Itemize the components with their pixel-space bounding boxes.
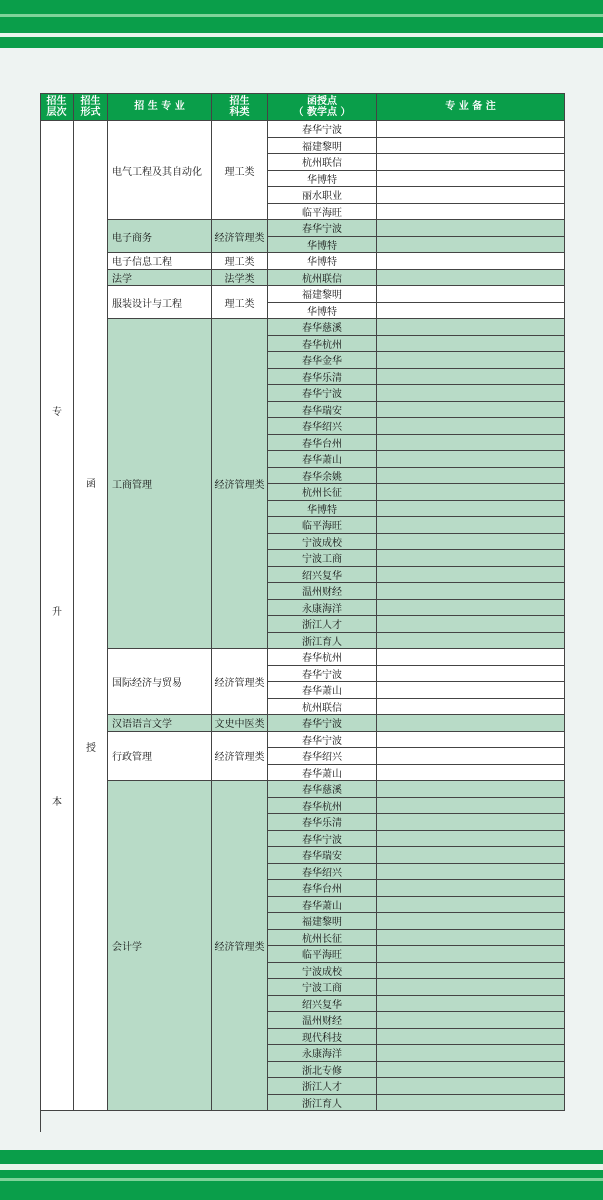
note-cell	[377, 352, 565, 369]
teaching-point: 永康海洋	[268, 600, 377, 617]
header-level: 招生 层次	[40, 93, 74, 121]
teaching-point: 春华萧山	[268, 682, 377, 699]
teaching-point: 福建黎明	[268, 286, 377, 303]
note-cell	[377, 979, 565, 996]
note-cell	[377, 699, 565, 716]
form-char: 授	[86, 743, 96, 754]
note-cell	[377, 748, 565, 765]
header-category: 招生 科类	[212, 93, 268, 121]
teaching-point: 春华乐清	[268, 369, 377, 386]
major-category: 理工类	[212, 121, 268, 220]
note-cell	[377, 1078, 565, 1095]
note-cell	[377, 798, 565, 815]
note-cell	[377, 550, 565, 567]
note-cell	[377, 303, 565, 320]
teaching-point: 春华杭州	[268, 649, 377, 666]
note-cell	[377, 1045, 565, 1062]
note-cell	[377, 517, 565, 534]
note-cell	[377, 649, 565, 666]
note-cell	[377, 154, 565, 171]
note-cell	[377, 633, 565, 650]
major-name: 会计学	[108, 781, 212, 1111]
note-cell	[377, 204, 565, 221]
teaching-point: 春华宁波	[268, 831, 377, 848]
major-category: 经济管理类	[212, 220, 268, 253]
note-cell	[377, 138, 565, 155]
teaching-point: 春华宁波	[268, 121, 377, 138]
note-cell	[377, 996, 565, 1013]
note-cell	[377, 715, 565, 732]
teaching-point: 宁波成校	[268, 963, 377, 980]
note-cell	[377, 220, 565, 237]
note-cell	[377, 682, 565, 699]
teaching-point: 春华宁波	[268, 715, 377, 732]
teaching-point: 华博特	[268, 501, 377, 518]
teaching-point: 春华萧山	[268, 765, 377, 782]
note-cell	[377, 781, 565, 798]
teaching-point: 春华绍兴	[268, 418, 377, 435]
major-name: 电子商务	[108, 220, 212, 253]
teaching-point: 浙江育人	[268, 1095, 377, 1112]
major-name: 法学	[108, 270, 212, 287]
level-char: 升	[52, 607, 62, 618]
note-cell	[377, 468, 565, 485]
note-cell	[377, 1012, 565, 1029]
teaching-point: 华博特	[268, 171, 377, 188]
teaching-point: 永康海洋	[268, 1045, 377, 1062]
teaching-point: 浙北专修	[268, 1062, 377, 1079]
teaching-point: 宁波工商	[268, 979, 377, 996]
level-char: 本	[52, 797, 62, 808]
teaching-point: 春华杭州	[268, 336, 377, 353]
teaching-point: 春华绍兴	[268, 864, 377, 881]
teaching-point: 温州财经	[268, 1012, 377, 1029]
major-name: 工商管理	[108, 319, 212, 649]
teaching-point: 宁波工商	[268, 550, 377, 567]
teaching-point: 春华绍兴	[268, 748, 377, 765]
top-banner	[0, 0, 603, 48]
header-major: 招 生 专 业	[108, 93, 212, 121]
note-cell	[377, 897, 565, 914]
major-category: 经济管理类	[212, 732, 268, 782]
teaching-point: 春华余姚	[268, 468, 377, 485]
note-cell	[377, 567, 565, 584]
teaching-point: 华博特	[268, 253, 377, 270]
teaching-point: 浙江人才	[268, 1078, 377, 1095]
teaching-point: 温州财经	[268, 583, 377, 600]
note-cell	[377, 583, 565, 600]
major-category: 理工类	[212, 286, 268, 319]
note-cell	[377, 814, 565, 831]
header-form: 招生 形式	[74, 93, 108, 121]
teaching-point: 春华瑞安	[268, 402, 377, 419]
form-column	[74, 121, 108, 1111]
major-category: 法学类	[212, 270, 268, 287]
header-note: 专 业 备 注	[377, 93, 565, 121]
note-cell	[377, 880, 565, 897]
teaching-point: 丽水职业	[268, 187, 377, 204]
note-cell	[377, 237, 565, 254]
major-name: 行政管理	[108, 732, 212, 782]
note-cell	[377, 336, 565, 353]
teaching-point: 春华宁波	[268, 220, 377, 237]
note-cell	[377, 1095, 565, 1112]
note-cell	[377, 913, 565, 930]
note-cell	[377, 847, 565, 864]
teaching-point: 临平海旺	[268, 517, 377, 534]
major-category: 文史中医类	[212, 715, 268, 732]
top-banner-stripe	[0, 14, 603, 17]
note-cell	[377, 451, 565, 468]
form-char: 函	[86, 479, 96, 490]
note-cell	[377, 534, 565, 551]
note-cell	[377, 402, 565, 419]
bottom-banner	[0, 1150, 603, 1200]
teaching-point: 福建黎明	[268, 913, 377, 930]
note-cell	[377, 484, 565, 501]
teaching-point: 春华宁波	[268, 732, 377, 749]
note-cell	[377, 831, 565, 848]
note-cell	[377, 171, 565, 188]
bottom-banner-stripe	[0, 1164, 603, 1170]
teaching-point: 春华台州	[268, 880, 377, 897]
note-cell	[377, 930, 565, 947]
major-name: 汉语语言文学	[108, 715, 212, 732]
major-name: 国际经济与贸易	[108, 649, 212, 715]
teaching-point: 浙江育人	[268, 633, 377, 650]
note-cell	[377, 600, 565, 617]
note-cell	[377, 765, 565, 782]
teaching-point: 春华瑞安	[268, 847, 377, 864]
teaching-point: 春华宁波	[268, 666, 377, 683]
note-cell	[377, 666, 565, 683]
teaching-point: 春华萧山	[268, 897, 377, 914]
teaching-point: 春华杭州	[268, 798, 377, 815]
teaching-point: 绍兴复华	[268, 567, 377, 584]
teaching-point: 宁波成校	[268, 534, 377, 551]
note-cell	[377, 253, 565, 270]
note-cell	[377, 121, 565, 138]
note-cell	[377, 385, 565, 402]
major-category: 经济管理类	[212, 319, 268, 649]
note-cell	[377, 1029, 565, 1046]
teaching-point: 春华宁波	[268, 385, 377, 402]
teaching-point: 绍兴复华	[268, 996, 377, 1013]
teaching-point: 临平海旺	[268, 946, 377, 963]
note-cell	[377, 501, 565, 518]
note-cell	[377, 187, 565, 204]
header-point: 函授点 （ 教学点 ）	[268, 93, 377, 121]
note-cell	[377, 963, 565, 980]
note-cell	[377, 946, 565, 963]
teaching-point: 华博特	[268, 303, 377, 320]
enrollment-table	[40, 93, 565, 1132]
note-cell	[377, 319, 565, 336]
teaching-point: 杭州联信	[268, 154, 377, 171]
note-cell	[377, 286, 565, 303]
major-name: 电气工程及其自动化	[108, 121, 212, 220]
note-cell	[377, 732, 565, 749]
teaching-point: 春华慈溪	[268, 319, 377, 336]
teaching-point: 春华萧山	[268, 451, 377, 468]
major-category: 经济管理类	[212, 649, 268, 715]
teaching-point: 杭州长征	[268, 484, 377, 501]
teaching-point: 春华乐清	[268, 814, 377, 831]
note-cell	[377, 616, 565, 633]
bottom-banner-stripe	[0, 1178, 603, 1181]
level-char: 专	[52, 407, 62, 418]
note-cell	[377, 864, 565, 881]
note-cell	[377, 1062, 565, 1079]
teaching-point: 杭州联信	[268, 270, 377, 287]
teaching-point: 临平海旺	[268, 204, 377, 221]
major-category: 理工类	[212, 253, 268, 270]
teaching-point: 春华慈溪	[268, 781, 377, 798]
teaching-point: 福建黎明	[268, 138, 377, 155]
teaching-point: 现代科技	[268, 1029, 377, 1046]
teaching-point: 华博特	[268, 237, 377, 254]
note-cell	[377, 369, 565, 386]
note-cell	[377, 418, 565, 435]
note-cell	[377, 270, 565, 287]
teaching-point: 杭州联信	[268, 699, 377, 716]
major-name: 电子信息工程	[108, 253, 212, 270]
teaching-point: 杭州长征	[268, 930, 377, 947]
teaching-point: 春华金华	[268, 352, 377, 369]
major-category: 经济管理类	[212, 781, 268, 1111]
top-banner-stripe	[0, 33, 603, 37]
teaching-point: 春华台州	[268, 435, 377, 452]
major-name: 服装设计与工程	[108, 286, 212, 319]
note-cell	[377, 435, 565, 452]
teaching-point: 浙江人才	[268, 616, 377, 633]
